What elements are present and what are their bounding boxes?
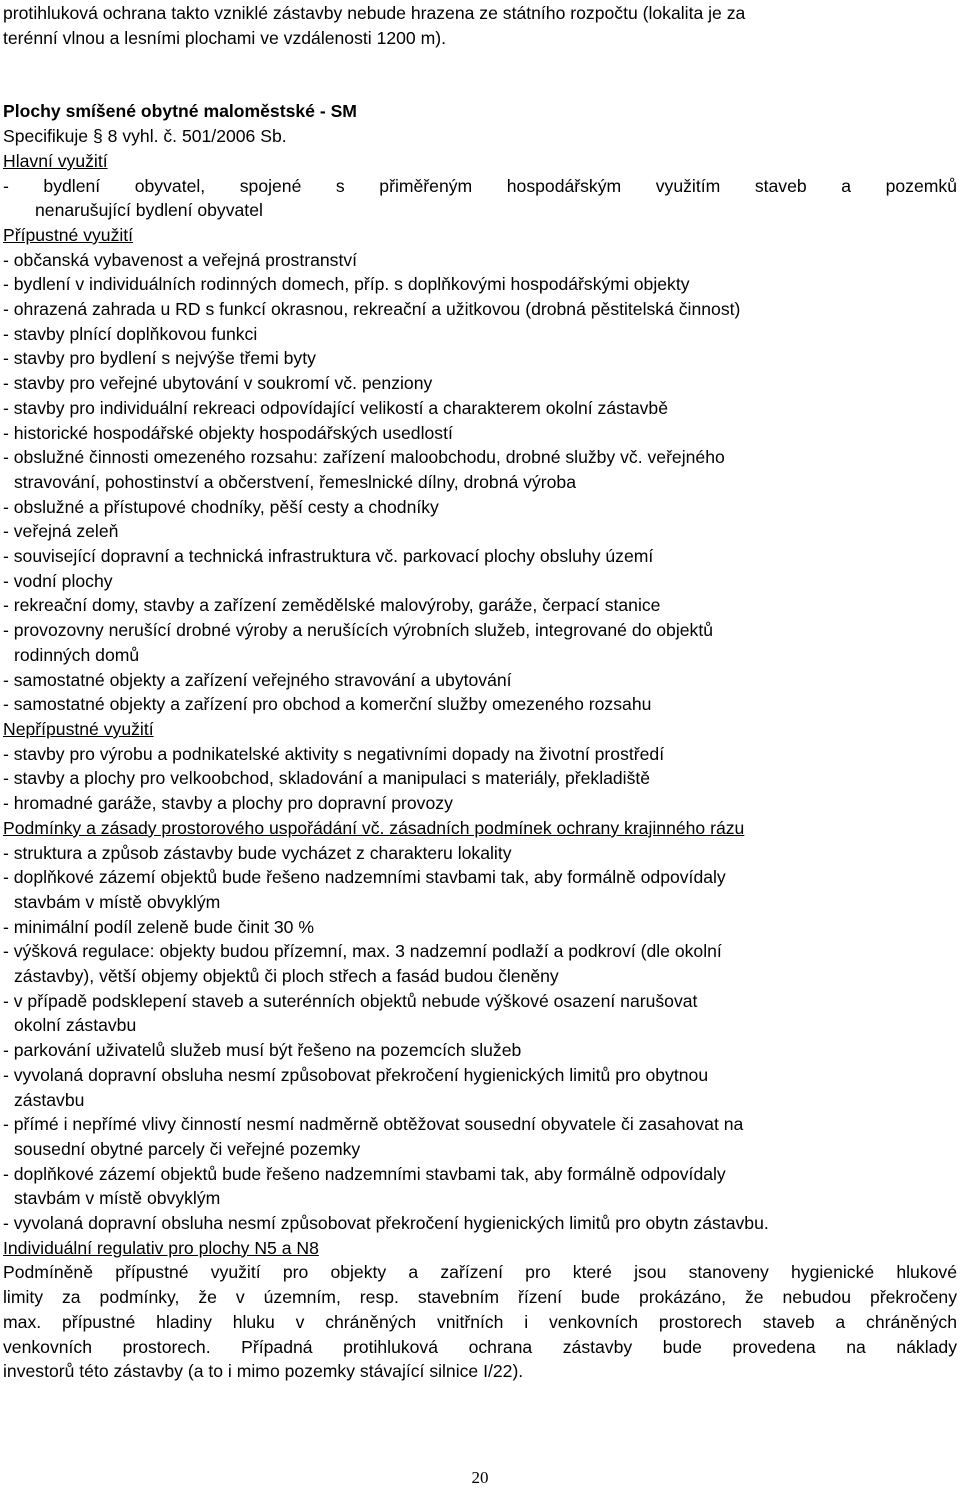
conditions-heading: Podmínky a zásady prostorového uspořádání vč. zásadních podmínek ochrany krajinného rázu — [3, 817, 745, 838]
condition-item-continuation: sousední obytné parcely či veřejné pozemky — [14, 1138, 361, 1159]
regulation-paragraph-line: limity za podmínky, že v územním, resp. stavebním řízení bude prokázáno, že nebudou překročeny — [3, 1287, 957, 1308]
document-page — [3, 1, 957, 1384]
condition-item: - výšková regulace: objekty budou přízemní, max. 3 nadzemní podlaží a podkroví (dle okolní — [3, 941, 722, 962]
condition-item: - parkování uživatelů služeb musí být řešeno na pozemcích služeb — [3, 1040, 522, 1061]
prohibited-use-item: - stavby pro výrobu a podnikatelské aktivity s negativními dopady na životní prostředí — [3, 743, 665, 764]
prohibited-use-item: - stavby a plochy pro velkoobchod, skladování a manipulaci s materiály, překladiště — [3, 768, 651, 789]
permitted-use-item: - stavby pro bydlení s nejvýše třemi byty — [3, 348, 316, 369]
condition-item: - minimální podíl zeleně bude činit 30 % — [3, 916, 314, 937]
condition-item-continuation: zástavbu — [14, 1089, 85, 1110]
permitted-use-item: - historické hospodářské objekty hospodářských usedlostí — [3, 422, 453, 443]
main-use-item: - bydlení obyvatel, spojené s přiměřeným hospodářským využitím staveb a pozemků — [3, 175, 957, 196]
condition-item: - vyvolaná dopravní obsluha nesmí způsobovat překročení hygienických limitů pro obytnou — [3, 1064, 709, 1085]
regulation-paragraph-line: Podmíněně přípustné využití pro objekty a zařízení pro které jsou stanoveny hygienické hlukové — [3, 1262, 957, 1283]
permitted-use-item: - bydlení v individuálních rodinných domech, příp. s doplňkovými hospodářskými objekty — [3, 274, 690, 295]
permitted-use-item-continuation: stravování, pohostinství a občerstvení, řemeslnické dílny, drobná výroba — [14, 471, 576, 492]
condition-item: - v případě podsklepení staveb a suterénních objektů nebude výškové osazení narušovat — [3, 990, 698, 1011]
prohibited-use-heading: Nepřípustné využití — [3, 718, 154, 739]
permitted-use-item: - provozovny nerušící drobné výroby a nerušících výrobních služeb, integrované do objektů — [3, 620, 714, 641]
permitted-use-item: - ohrazená zahrada u RD s funkcí okrasnou, rekreační a užitkovou (drobná pěstitelská činnost) — [3, 299, 741, 320]
section-specification: Specifikuje § 8 vyhl. č. 501/2006 Sb. — [3, 126, 287, 147]
condition-item-continuation: stavbám v místě obvyklým — [14, 1188, 221, 1209]
prohibited-use-item: - hromadné garáže, stavby a plochy pro dopravní provozy — [3, 793, 453, 814]
spacer — [3, 50, 957, 99]
permitted-use-item: - stavby plnící doplňkovou funkci — [3, 323, 258, 344]
regulation-paragraph-line: investorů této zástavby (a to i mimo pozemky stávající silnice I/22). — [3, 1361, 524, 1382]
regulation-paragraph-line: venkovních prostorech. Případná protihluková ochrana zástavby bude provedena na náklady — [3, 1336, 957, 1357]
regulation-paragraph-line: max. přípustné hladiny hluku v chráněných vnitřních i venkovních prostorech staveb a chráněných — [3, 1311, 957, 1332]
condition-item: - doplňkové zázemí objektů bude řešeno nadzemními stavbami tak, aby formálně odpovídaly — [3, 1163, 726, 1184]
permitted-use-item-continuation: rodinných domů — [14, 644, 140, 665]
intro-line: terénní vlnou a lesními plochami ve vzdálenosti 1200 m). — [3, 27, 447, 48]
permitted-use-item: - samostatné objekty a zařízení veřejného stravování a ubytování — [3, 669, 512, 690]
page-number: 20 — [471, 1468, 489, 1487]
permitted-use-item: - související dopravní a technická infrastruktura vč. parkovací plochy obsluhy území — [3, 546, 654, 567]
condition-item-continuation: zástavby), větší objemy objektů či ploch střech a fasád budou členěny — [14, 966, 559, 987]
permitted-use-item: - obslužné činnosti omezeného rozsahu: zařízení maloobchodu, drobné služby vč. veřejného — [3, 447, 725, 468]
condition-item: - doplňkové zázemí objektů bude řešeno nadzemními stavbami tak, aby formálně odpovídaly — [3, 867, 726, 888]
permitted-use-heading: Přípustné využití — [3, 224, 134, 245]
main-use-heading: Hlavní využití — [3, 150, 108, 171]
condition-item-continuation: stavbám v místě obvyklým — [14, 891, 221, 912]
permitted-use-item: - stavby pro veřejné ubytování v soukromí vč. penziony — [3, 373, 433, 394]
regulation-heading: Individuální regulativ pro plochy N5 a N8 — [3, 1237, 319, 1258]
permitted-use-item: - stavby pro individuální rekreaci odpovídající velikostí a charakterem okolní zástavbě — [3, 397, 668, 418]
permitted-use-item: - obslužné a přístupové chodníky, pěší cesty a chodníky — [3, 496, 439, 517]
condition-item: - přímé i nepřímé vlivy činností nesmí nadměrně obtěžovat sousední obyvatele či zasahovat na — [3, 1114, 744, 1135]
intro-line: protihluková ochrana takto vzniklé zástavby nebude hrazena ze státního rozpočtu (lokalita je za — [3, 3, 746, 23]
condition-item: - struktura a způsob zástavby bude vycházet z charakteru lokality — [3, 842, 512, 863]
main-use-item-continuation: nenarušující bydlení obyvatel — [35, 200, 263, 221]
section-title: Plochy smíšené obytné maloměstské - SM — [3, 101, 357, 122]
permitted-use-item: - vodní plochy — [3, 570, 113, 591]
permitted-use-item: - samostatné objekty a zařízení pro obchod a komerční služby omezeného rozsahu — [3, 694, 652, 715]
condition-item-continuation: okolní zástavbu — [14, 1015, 137, 1036]
permitted-use-item: - veřejná zeleň — [3, 521, 119, 542]
permitted-use-item: - rekreační domy, stavby a zařízení zemědělské malovýroby, garáže, čerpací stanice — [3, 595, 661, 616]
permitted-use-item: - občanská vybavenost a veřejná prostranství — [3, 249, 358, 270]
condition-item: - vyvolaná dopravní obsluha nesmí způsobovat překročení hygienických limitů pro obytn zástavbu. — [3, 1213, 769, 1234]
